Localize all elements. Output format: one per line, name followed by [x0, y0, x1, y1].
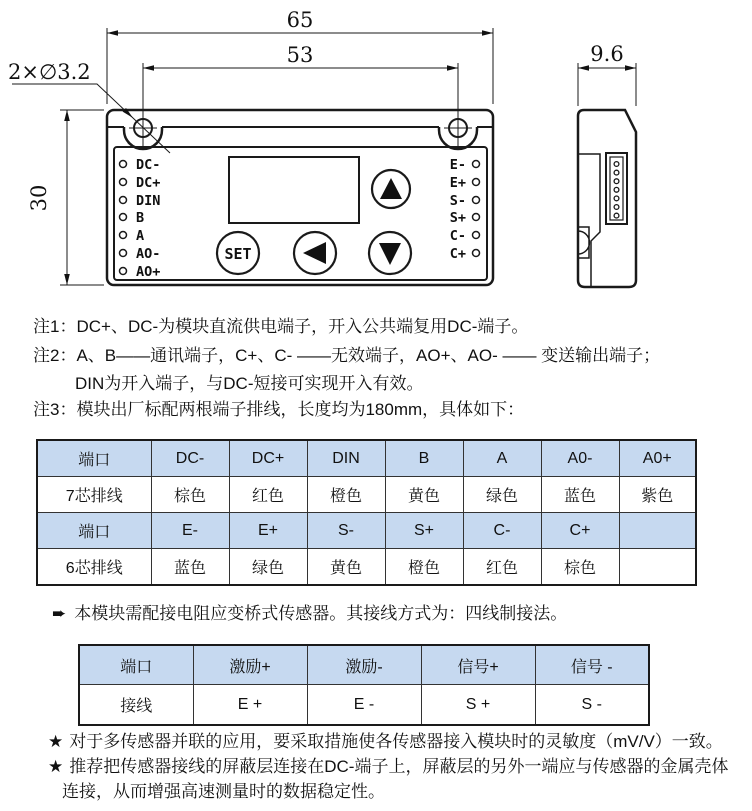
- dimension-width-label: 65: [286, 8, 314, 32]
- note-tag: 注3：: [33, 400, 77, 419]
- terminal-label: C-: [449, 228, 466, 244]
- hole-diameter-label: 2×∅3.2: [8, 60, 91, 84]
- table-cell: 紫色: [619, 477, 696, 513]
- terminal-label: DIN: [136, 193, 161, 209]
- table-cell: 棕色: [541, 549, 619, 586]
- table-cell: 绿色: [229, 549, 307, 586]
- note-line-3: [33, 400, 524, 420]
- side-view: [578, 110, 636, 287]
- table-cell: 6芯排线: [37, 549, 151, 586]
- table-cell: 7芯排线: [37, 477, 151, 513]
- terminal-label: C+: [449, 246, 466, 262]
- table-header-cell: A0+: [619, 440, 696, 477]
- star-note-text: 推荐把传感器接线的屏蔽层连接在DC-端子上，屏蔽层的另外一端应与传感器的金属壳体: [69, 757, 729, 776]
- terminal-label: DC+: [136, 175, 161, 191]
- table-header-cell: 信号+: [421, 645, 535, 685]
- table-cell: 黄色: [385, 477, 463, 513]
- note-tag: 注1：: [33, 317, 77, 336]
- module-outline: [107, 110, 493, 285]
- bullet-note: [52, 604, 567, 624]
- table-header-cell: 激励+: [193, 645, 307, 685]
- wiring-table: [36, 439, 697, 586]
- table-row: [37, 477, 696, 513]
- note-line-2-cont: [75, 374, 424, 394]
- set-button-label: SET: [224, 245, 252, 263]
- table-header-cell: A: [463, 440, 541, 477]
- table-cell: [619, 549, 696, 586]
- table-cell: E -: [307, 685, 421, 726]
- table-row: [79, 685, 649, 726]
- table-cell: 红色: [463, 549, 541, 586]
- down-arrow-icon: [379, 243, 401, 265]
- table-header-cell: E-: [151, 513, 229, 549]
- table-cell: 绿色: [463, 477, 541, 513]
- arrow-bullet-icon: ➨: [52, 604, 67, 623]
- terminal-label: E+: [449, 175, 466, 191]
- front-view: [107, 63, 493, 285]
- star-icon: ★: [48, 757, 64, 776]
- table-header-cell: DIN: [307, 440, 385, 477]
- table-header-cell: 端口: [37, 440, 151, 477]
- star-note-1: [48, 732, 723, 752]
- star-note-text: 连接，从而增强高速测量时的数据稳定性。: [62, 782, 385, 801]
- note-text: 模块出厂标配两根端子排线，长度均为180mm，具体如下：: [76, 400, 525, 419]
- table-header-cell: E+: [229, 513, 307, 549]
- table-cell: S +: [421, 685, 535, 726]
- table-header-cell: A0-: [541, 440, 619, 477]
- right-terminal-labels: [450, 157, 466, 262]
- technical-drawing: [0, 0, 752, 300]
- table-cell: 红色: [229, 477, 307, 513]
- hole-callout-leader: [12, 84, 170, 153]
- table-cell: S -: [535, 685, 649, 726]
- table-cell: 橙色: [385, 549, 463, 586]
- table-row: [37, 513, 696, 549]
- note-tag: 注2：: [33, 346, 77, 365]
- table-header-cell: 信号 -: [535, 645, 649, 685]
- terminal-label: S+: [449, 210, 466, 226]
- table-header-cell: B: [385, 440, 463, 477]
- hole-crosshairs: [129, 63, 472, 148]
- terminal-label: DC-: [136, 157, 161, 173]
- table-cell: 蓝色: [151, 549, 229, 586]
- table-header-cell: C-: [463, 513, 541, 549]
- side-face-line: [578, 154, 600, 286]
- up-arrow-icon: [380, 178, 402, 199]
- table-header-cell: S+: [385, 513, 463, 549]
- display-window: [229, 157, 359, 223]
- note-line-2: [33, 346, 660, 366]
- side-notch: [578, 227, 590, 258]
- table-cell: 黄色: [307, 549, 385, 586]
- table-header-cell: 端口: [79, 645, 193, 685]
- table-header-cell: S-: [307, 513, 385, 549]
- front-panel: [114, 147, 487, 280]
- table-cell: 棕色: [151, 477, 229, 513]
- terminal-label: AO-: [136, 246, 161, 262]
- bullet-note-text: 本模块需配接电阻应变桥式传感器。其接线方式为：四线制接法。: [74, 604, 568, 623]
- terminal-label: A: [136, 228, 145, 244]
- table-header-cell: DC+: [229, 440, 307, 477]
- table-cell: 蓝色: [541, 477, 619, 513]
- table-header-cell: DC-: [151, 440, 229, 477]
- table-row: [37, 440, 696, 477]
- sensor-wiring-table: [78, 644, 650, 726]
- table-header-cell: 端口: [37, 513, 151, 549]
- table-row: [37, 549, 696, 586]
- dimension-height-label: 30: [27, 184, 51, 212]
- note-text: DIN为开入端子，与DC-短接可实现开入有效。: [75, 374, 424, 393]
- table-header-cell: [619, 513, 696, 549]
- terminal-label: B: [136, 210, 145, 226]
- note-text: DC+、DC-为模块直流供电端子，开入公共端复用DC-端子。: [76, 317, 529, 336]
- table-header-cell: C+: [541, 513, 619, 549]
- star-note-2: [48, 757, 728, 777]
- table-header-cell: 激励-: [307, 645, 421, 685]
- note-line-1: [33, 317, 528, 337]
- table-cell: E +: [193, 685, 307, 726]
- note-text: A、B——通讯端子，C+、C- ——无效端子，AO+、AO- —— 变送输出端子；: [76, 346, 661, 365]
- terminal-label: E-: [449, 157, 466, 173]
- terminal-label: S-: [449, 193, 466, 209]
- table-cell: 橙色: [307, 477, 385, 513]
- dimension-hole-span-label: 53: [286, 43, 314, 67]
- star-note-2-cont: [62, 782, 385, 802]
- left-terminal-pins: [120, 161, 127, 275]
- dimension-depth-label: 9.6: [590, 42, 624, 66]
- star-icon: ★: [48, 732, 64, 751]
- connector-pins: [614, 162, 619, 218]
- left-terminal-labels: [136, 157, 160, 280]
- terminal-label: AO+: [136, 264, 161, 280]
- right-terminal-pins: [473, 161, 480, 257]
- table-row: [79, 645, 649, 685]
- left-arrow-icon: [303, 242, 326, 264]
- star-note-text: 对于多传感器并联的应用，要采取措施使各传感器接入模块时的灵敏度（mV/V）一致。: [69, 732, 723, 751]
- table-cell: 接线: [79, 685, 193, 726]
